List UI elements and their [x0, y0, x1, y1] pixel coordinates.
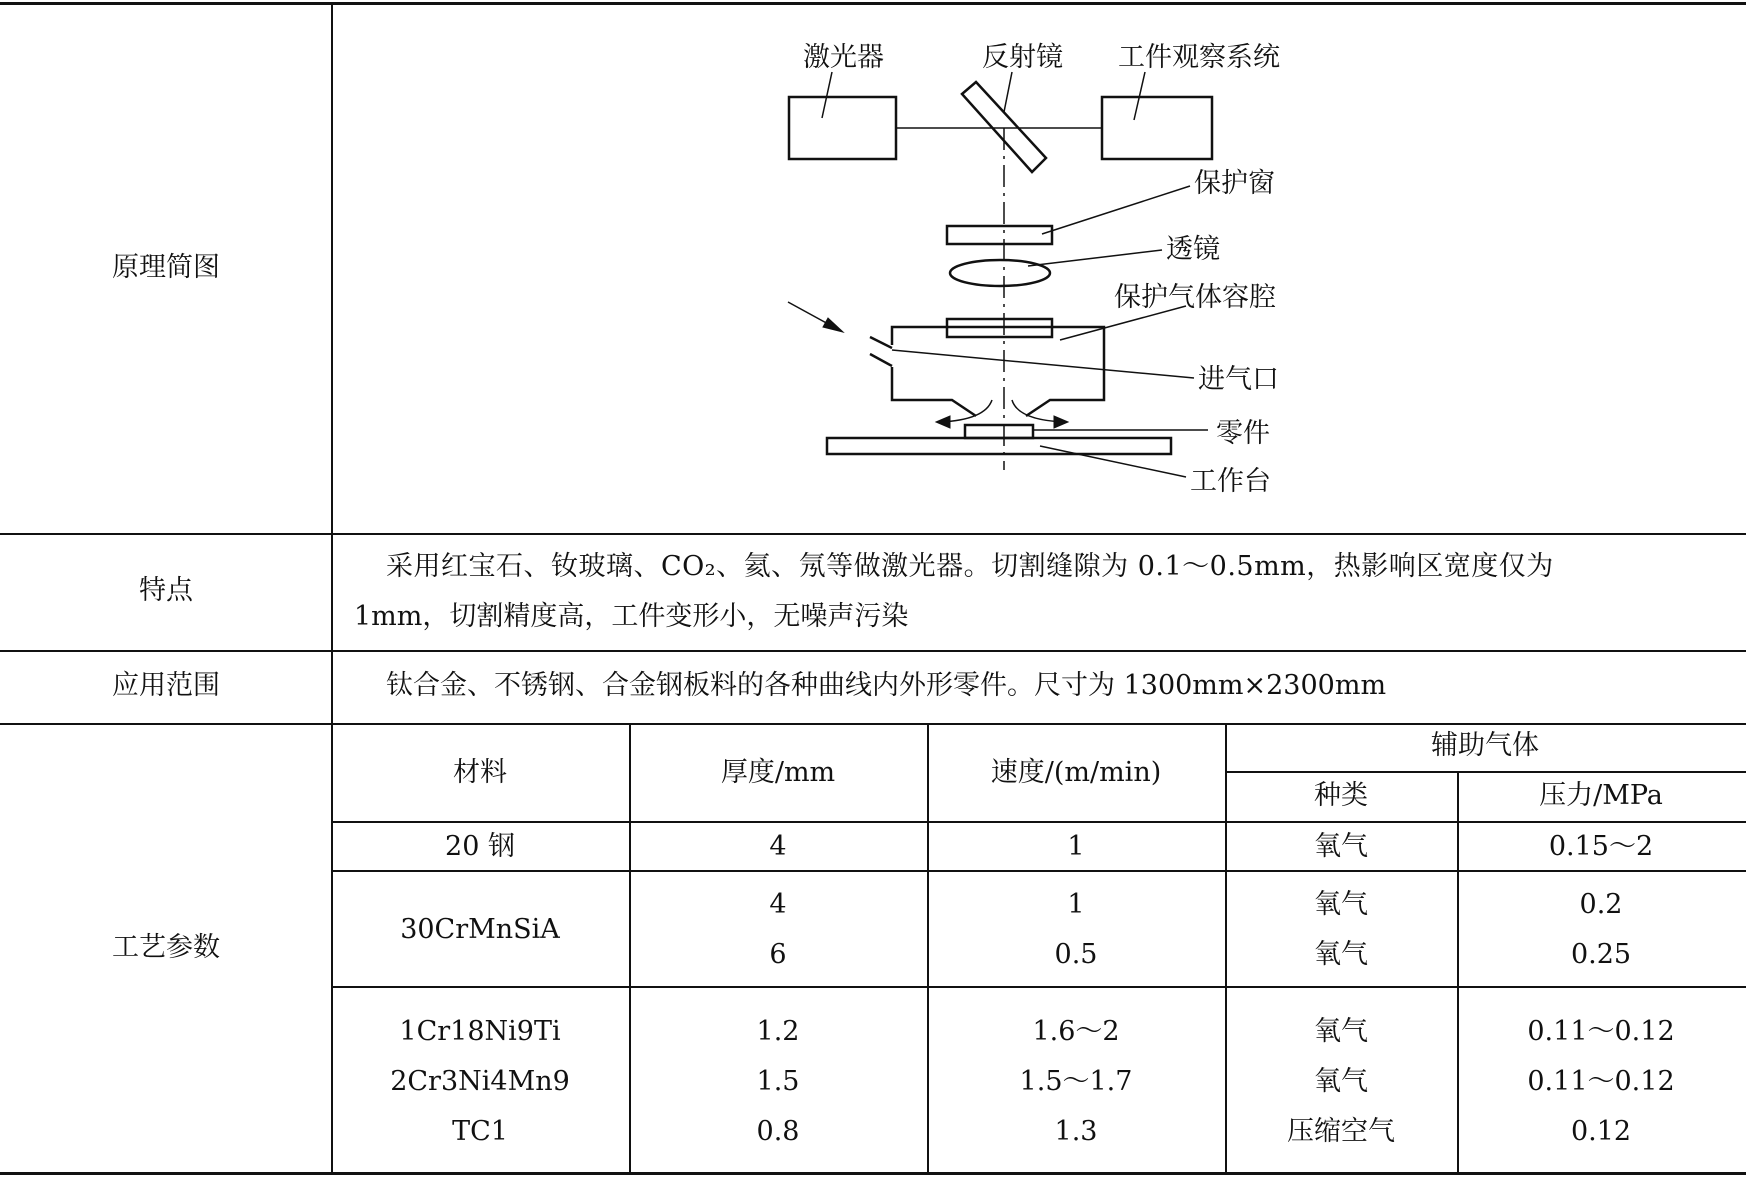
cell-material: TC1 [452, 1116, 508, 1147]
cell-material: 30CrMnSiA [400, 914, 560, 945]
params-label: 工艺参数 [112, 932, 220, 963]
features-text-line1: 采用红宝石、钕玻璃、CO₂、氦、氖等做激光器。切割缝隙为 0.1～0.5mm，热影响区宽度仅为 [386, 551, 1554, 582]
param-col-divider [1225, 723, 1227, 1174]
application-label: 应用范围 [112, 670, 220, 701]
cell-pressure: 0.12 [1570, 1116, 1632, 1147]
cell-thickness: 4 [769, 889, 787, 920]
worktable [827, 438, 1171, 454]
header-aux-gas: 辅助气体 [1431, 730, 1539, 761]
arrowhead [1054, 416, 1068, 428]
label-gas-chamber: 保护气体容腔 [1114, 282, 1276, 313]
cell-pressure: 0.15～2 [1548, 831, 1654, 862]
leader-line [1004, 72, 1012, 112]
cell-speed: 1.6～2 [1032, 1016, 1120, 1047]
param-header-bottom [331, 821, 1746, 823]
features-label: 特点 [139, 575, 193, 606]
cell-gas: 压缩空气 [1287, 1116, 1395, 1147]
cell-material: 20 钢 [445, 831, 515, 862]
leader-line [822, 72, 832, 118]
leader-line [1040, 446, 1186, 477]
label-part: 零件 [1216, 418, 1270, 449]
label-lens: 透镜 [1166, 234, 1220, 265]
label-worktable: 工作台 [1190, 466, 1271, 497]
inlet-pipe [870, 337, 892, 348]
cell-thickness: 6 [769, 939, 787, 970]
row-divider [0, 723, 1746, 725]
application-text: 钛合金、不锈钢、合金钢板料的各种曲线内外形零件。尺寸为 1300mm×2300mm [386, 670, 1387, 701]
observation-box [1102, 97, 1212, 159]
cell-speed: 1 [1067, 831, 1085, 862]
row-divider [0, 650, 1746, 652]
laser-box [789, 97, 896, 159]
cell-gas: 氧气 [1314, 889, 1368, 920]
arrowhead [936, 416, 950, 428]
cell-pressure: 0.11～0.12 [1527, 1016, 1675, 1047]
cell-thickness: 0.8 [756, 1116, 800, 1147]
cell-thickness: 4 [769, 831, 787, 862]
param-col-divider [1457, 772, 1459, 1174]
cell-material: 1Cr18Ni9Ti [399, 1016, 561, 1047]
workpiece [965, 425, 1033, 438]
features-text-line2: 1mm，切割精度高，工件变形小，无噪声污染 [354, 601, 909, 632]
arrowhead [823, 318, 843, 332]
param-group-divider [331, 870, 1746, 872]
cell-speed: 1.3 [1054, 1116, 1098, 1147]
label-observation: 工件观察系统 [1118, 42, 1280, 73]
cell-speed: 1.5～1.7 [1019, 1066, 1133, 1097]
cell-thickness: 1.2 [756, 1016, 800, 1047]
header-speed: 速度/(m/min) [990, 757, 1162, 788]
label-mirror: 反射镜 [982, 42, 1063, 73]
diagram-label: 原理简图 [112, 252, 220, 283]
cell-material: 2Cr3Ni4Mn9 [390, 1066, 570, 1097]
leader-line [892, 350, 1194, 378]
inlet-pipe [870, 354, 892, 366]
cell-pressure: 0.11～0.12 [1527, 1066, 1675, 1097]
lens [950, 260, 1050, 286]
laser-cutting-schematic [0, 0, 1746, 535]
cell-gas: 氧气 [1314, 831, 1368, 862]
cell-speed: 1 [1067, 889, 1085, 920]
cell-speed: 0.5 [1054, 939, 1098, 970]
cell-pressure: 0.2 [1579, 889, 1623, 920]
leader-line [1028, 250, 1162, 266]
header-gas-type: 种类 [1314, 780, 1368, 811]
aux-gas-header-divider [1225, 771, 1746, 773]
protection-window [947, 226, 1052, 244]
label-inlet: 进气口 [1198, 364, 1279, 395]
param-col-divider [927, 723, 929, 1174]
header-pressure: 压力/MPa [1539, 780, 1663, 811]
label-laser: 激光器 [803, 42, 884, 73]
label-protect-window: 保护窗 [1194, 168, 1275, 199]
leader-line [1042, 186, 1190, 234]
param-group-divider [331, 986, 1746, 988]
header-material: 材料 [453, 757, 507, 788]
header-thickness: 厚度/mm [720, 757, 836, 788]
cell-thickness: 1.5 [756, 1066, 800, 1097]
cell-gas: 氧气 [1314, 1016, 1368, 1047]
param-col-divider [629, 723, 631, 1174]
cell-gas: 氧气 [1314, 939, 1368, 970]
cell-pressure: 0.25 [1570, 939, 1632, 970]
gas-chamber [892, 327, 1104, 416]
cell-gas: 氧气 [1314, 1066, 1368, 1097]
table-bottom-border [0, 1172, 1746, 1175]
